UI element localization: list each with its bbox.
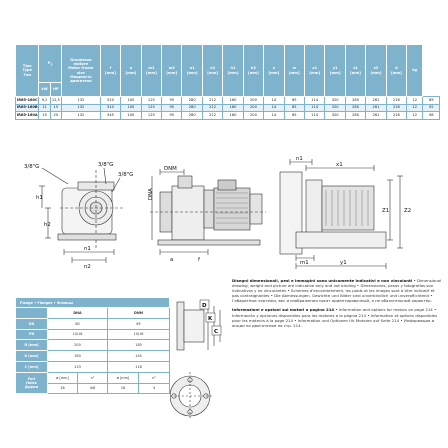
cell: 114 (305, 112, 325, 120)
cell: 12 (407, 97, 423, 105)
cell: 200 (243, 112, 263, 120)
dim-n1-label: n1 (84, 246, 91, 252)
holes-label: Fori Holes Дыpки (16, 372, 48, 394)
notes-motor-info-text: • Information and options for motors on page 214 • Información y opciones disponibles para los motores a la página 214 • Information et options disponibles pour les moteurs à la page 214 • Information und Optionen für Motoren auf Seite 214 • Информация и опции по двигателям на стр. 214. (232, 307, 438, 328)
cell: 160 (223, 104, 243, 112)
cell: 89 (423, 97, 440, 105)
table-row (16, 340, 170, 351)
cell: 133 (48, 361, 108, 372)
cell: 9,2 (39, 97, 50, 105)
cell: ø [mm] (48, 372, 78, 383)
dim-dnm-label: DNM (164, 166, 177, 172)
weight-header: kg (407, 45, 423, 97)
cell: 95 (162, 97, 182, 105)
cell: 280 (345, 97, 365, 105)
cell: n° (78, 372, 108, 383)
table-row (16, 361, 170, 372)
table-row (16, 97, 440, 105)
cell: 15 (50, 104, 61, 112)
dim-m1-label: m1 (300, 260, 309, 266)
dnm-header: DNM (108, 308, 170, 319)
dim-header-h1: h1 [mm] (223, 45, 243, 97)
cell: 200 (243, 97, 263, 105)
hp-header: HP (50, 83, 61, 97)
notes-motor-info-title: Informazioni e opzioni sui motori a pagina 214 (232, 307, 335, 313)
dim-header-w: w [mm] (284, 45, 304, 97)
dim-h1-label: h1 (36, 195, 43, 201)
cell: 320 (325, 104, 345, 112)
row-label: PN (16, 329, 48, 340)
cell: 95 (162, 112, 182, 120)
frame-size-header: Grandezza motore Motor frame size Мощность двигателя (61, 45, 100, 97)
cell: 125 (141, 112, 161, 120)
dim-a-label: a (170, 257, 174, 263)
cell: 10/16 (48, 329, 108, 340)
cell: 320 (325, 112, 345, 120)
cell: 261 (366, 97, 386, 105)
cell: 261 (366, 104, 386, 112)
empty-header (16, 308, 48, 319)
table-row (16, 104, 440, 112)
cell: IR65-160B (16, 104, 39, 112)
notes-block (232, 278, 442, 328)
cell: n° (139, 372, 170, 383)
cell: 12,5 (50, 97, 61, 105)
dim-n1-label: n1 (296, 156, 303, 162)
dimensional-drawing (0, 150, 448, 272)
cell: 212 (202, 112, 222, 120)
notes-disclaimer-title: Disegni dimensionali, pesi e immagini sono unicamente indicativi e non vincolanti (232, 278, 413, 283)
cell: 65 (284, 104, 304, 112)
dim-y1-label: y1 (340, 260, 347, 266)
cell: 14 (264, 112, 284, 120)
dim-h2-label: h2 (44, 222, 51, 228)
dim-header-d: d [mm] (386, 45, 406, 97)
gauge-port-label: 3/8"G (98, 162, 114, 168)
dim-header-s: s [mm] (264, 45, 284, 97)
cell: 125 (141, 104, 161, 112)
dim-z2-label: Z2 (404, 208, 412, 214)
row-label: D [mm] (16, 340, 48, 351)
pump-top-view (280, 159, 403, 269)
table-row (16, 112, 440, 120)
cell: 132 (61, 112, 100, 120)
gauge-port-label: 3/8"G (24, 164, 40, 170)
cell: 545 (100, 112, 120, 120)
cell: 510 (100, 104, 120, 112)
dim-header-f: f [mm] (100, 45, 120, 97)
cell: 118 (108, 361, 170, 372)
cell: 216 (386, 104, 406, 112)
dim-f-label: f (198, 257, 200, 263)
pump-front-view (39, 168, 125, 263)
cell: 216 (386, 112, 406, 120)
row-label: K [mm] (16, 351, 48, 362)
cell: 212 (202, 104, 222, 112)
cell: 280 (345, 112, 365, 120)
cell: 20 (50, 112, 61, 120)
table-row (16, 351, 170, 362)
flange-dim-k-label: K (208, 316, 213, 322)
kw-header: kW (39, 83, 50, 97)
cell: 92 (423, 104, 440, 112)
dim-x1-label: x1 (336, 162, 343, 168)
dim-header-y1: y1 [mm] (325, 45, 345, 97)
cell: 160 (48, 351, 108, 362)
dim-header-z1: z1 [mm] (345, 45, 365, 97)
cell: 65 (108, 318, 170, 329)
dim-header-x1: x1 [mm] (305, 45, 325, 97)
row-label: C [mm] (16, 361, 48, 372)
cell: 125 (141, 97, 161, 105)
dna-header: DNA (48, 308, 108, 319)
dim-header-a: a [mm] (121, 45, 141, 97)
cell: 132 (61, 97, 100, 105)
cell: 320 (325, 97, 345, 105)
cell: 132 (61, 104, 100, 112)
cell: 100 (121, 104, 141, 112)
cell: 14 (264, 97, 284, 105)
cell: 95 (162, 104, 182, 112)
cell: 185 (108, 340, 170, 351)
cell: ø [mm] (108, 372, 139, 383)
flange-dim-c-label: C (214, 329, 219, 335)
cell: 18 (48, 383, 78, 394)
cell: 114 (305, 104, 325, 112)
cell: 80 (48, 318, 108, 329)
cell: 11 (39, 104, 50, 112)
table-row (16, 372, 170, 383)
gauge-port-label: 3/8"G (118, 172, 134, 178)
dim-header-h2: h2 [mm] (243, 45, 263, 97)
dim-header-z2: z2 [mm] (366, 45, 386, 97)
flange-table-title: Flange • Flanges • Фланцы (16, 298, 170, 308)
cell: IR65-160A (16, 112, 39, 120)
dim-n2-label: n2 (84, 264, 91, 270)
cell: 10/16 (108, 329, 170, 340)
table-row (16, 318, 170, 329)
cell: 280 (182, 112, 202, 120)
dim-header-m2: m2 [mm] (162, 45, 182, 97)
cell: 160 (223, 112, 243, 120)
cell: 98 (423, 112, 440, 120)
p2-header: $P_2$ (39, 45, 61, 83)
cell: 216 (386, 97, 406, 105)
dim-header-n2: n2 [mm] (202, 45, 222, 97)
cell: 4 (139, 383, 170, 394)
spec-table (15, 44, 440, 120)
cell: 100 (121, 97, 141, 105)
cell: 510 (100, 97, 120, 105)
dim-header-n1: n1 [mm] (182, 45, 202, 97)
cell: 280 (182, 104, 202, 112)
dim-header-m1: m1 [mm] (141, 45, 161, 97)
cell: 160 (223, 97, 243, 105)
flange-dim-d-label: D (202, 303, 207, 309)
cell: 100 (121, 112, 141, 120)
dim-z1-label: Z1 (382, 208, 390, 214)
cell: IR65-160C (16, 97, 39, 105)
type-header: Tipo Type Тип (16, 45, 39, 97)
flange-drawing (170, 296, 226, 446)
cell: 12 (407, 112, 423, 120)
cell: 114 (305, 97, 325, 105)
dim-dna-label: DNA (148, 188, 154, 200)
cell: 261 (366, 112, 386, 120)
row-label: DN (16, 318, 48, 329)
cell: 65 (284, 112, 304, 120)
pump-side-view (150, 169, 266, 255)
cell: 4/8 (78, 383, 108, 394)
notes-disclaimer-text: • Dimensional drawing, weight and picture are indicative only and not binding • Dimensiones, pesos y fotografías son indicativos y no vinculantes • Schemes d'encombrement, les poids et les images sont à titre indicatif et pas contraignantes • Die Abmessungen, Gewichte und Bilder sind unverbindlich und unverpflichtend • Габаритные чертежи, вес и изображения носят ориентировочный, а не обязательный характер. (232, 278, 442, 304)
cell: 14 (264, 104, 284, 112)
cell: 145 (108, 351, 170, 362)
cell: 280 (182, 97, 202, 105)
cell: 18 (108, 383, 139, 394)
cell: 280 (345, 104, 365, 112)
cell: 200 (243, 104, 263, 112)
cell: 12 (407, 104, 423, 112)
cell: 65 (284, 97, 304, 105)
table-row (16, 329, 170, 340)
cell: 15 (39, 112, 50, 120)
flange-table (15, 297, 170, 394)
cell: 200 (48, 340, 108, 351)
cell: 212 (202, 97, 222, 105)
